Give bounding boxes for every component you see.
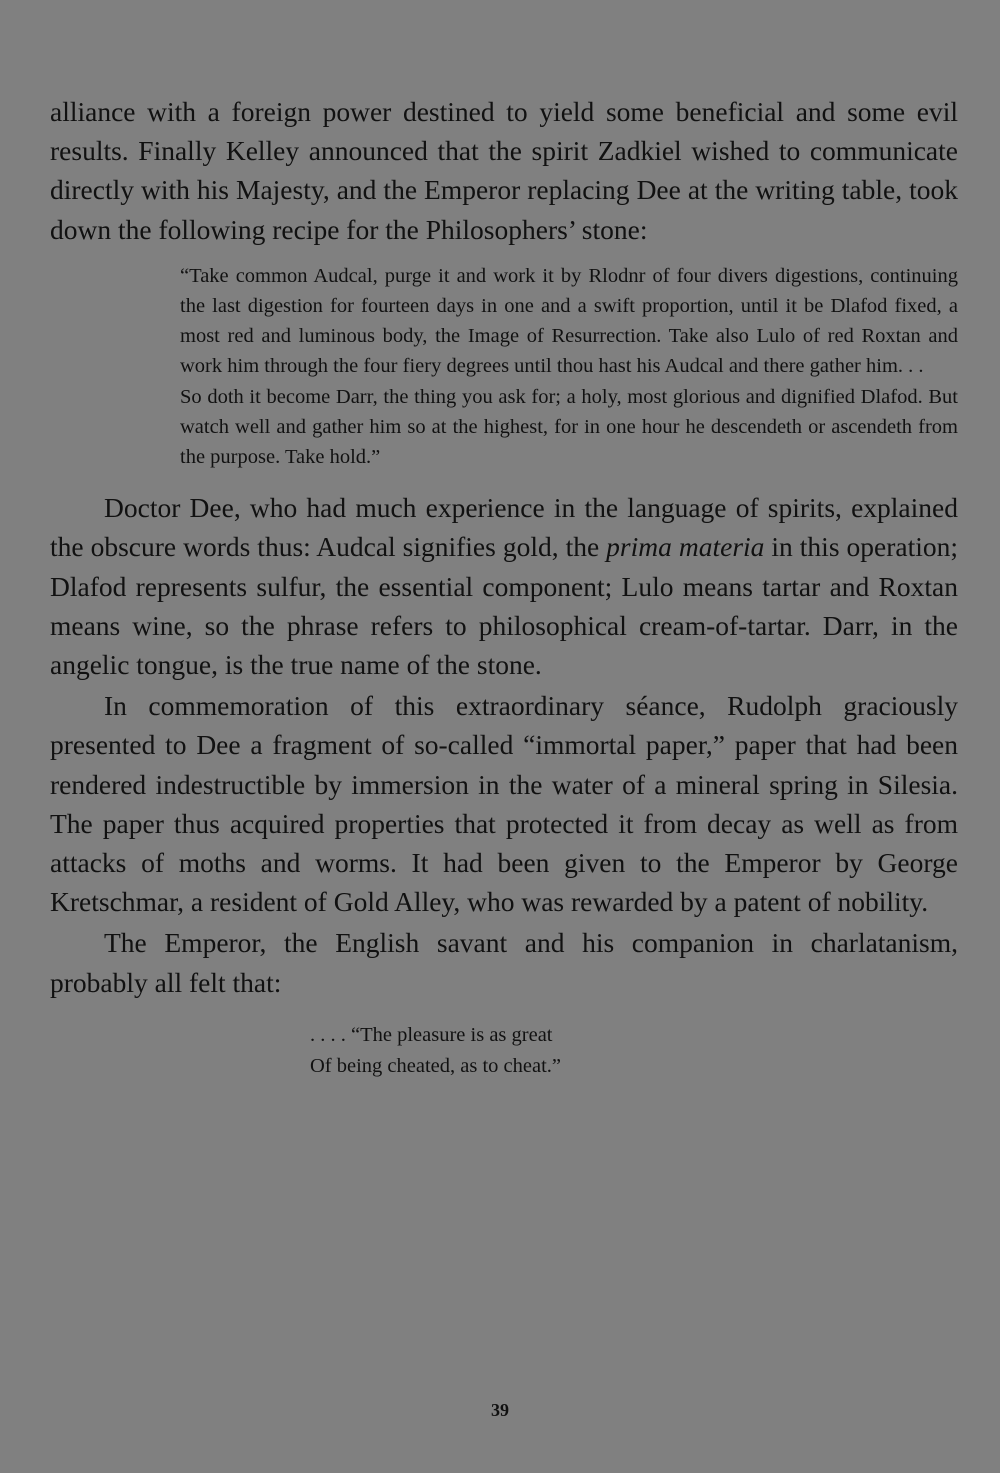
quote-paragraph-2: So doth it become Darr, the thing you ask for; a holy, most glorious and dignified Dlafod. But watch well and gather him so at the highest, for in one hour he descendeth or ascendeth from the purpose. Take hold.”: [180, 385, 958, 469]
verse-line-2: Of being cheated, as to cheat.”: [310, 1054, 562, 1077]
paragraph-opening: alliance with a foreign power destined to yield some beneficial and some evil results. Finally Kelley announced that the spirit Zadkiel wished to communicate directly with his Majesty, and the Emperor replacing Dee at the writing table, took down the following recipe for the Philosophers’ stone:: [50, 96, 958, 245]
page-number: 39: [491, 1400, 509, 1420]
paragraph-charlatanism: The Emperor, the English savant and his companion in charlatanism, probably all felt that:: [50, 927, 958, 998]
explanation-text-start: Doctor Dee, who had much experience in the language of spirits, explained the obscure words thus: Audcal signifies gold, the: [50, 492, 958, 563]
paragraph-immortal-paper: In commemoration of this extraordinary séance, Rudolph graciously presented to Dee a fragment of so-called “immortal paper,” paper that had been rendered indestructible by immersion in the water of a mineral spring in Silesia. The paper thus acquired properties that protected it from decay as well as from attacks of moths and worms. It had been given to the Emperor by George Kretschmar, a resident of Gold Alley, who was rewarded by a patent of nobility.: [50, 690, 958, 918]
verse-line-1: . . . . “The pleasure is as great: [310, 1023, 553, 1046]
explanation-text-end: in this operation; Dlafod represents sulfur, the essential component; Lulo means tartar and Roxtan means wine, so the phrase refers to philosophical cream-of-tartar. Darr, in the angelic tongue, is the true name of the stone.: [50, 531, 959, 681]
explanation-italic-term: prima materia: [606, 531, 765, 563]
quote-paragraph-1: “Take common Audcal, purge it and work it by Rlodnr of four divers digestions, continuing the last digestion for fourteen days in one and a swift proportion, until it be Dlafod fixed, a most red and luminous body, the Image of Resurrection. Take also Lulo of red Roxtan and work him through the four fiery degrees until thou hast his Audcal and there gather him. . .: [180, 264, 958, 378]
page-body: [50, 92, 958, 1082]
paragraph-explanation: [50, 488, 958, 684]
block-quote-recipe: [180, 261, 958, 472]
verse-quote: [310, 1020, 958, 1082]
